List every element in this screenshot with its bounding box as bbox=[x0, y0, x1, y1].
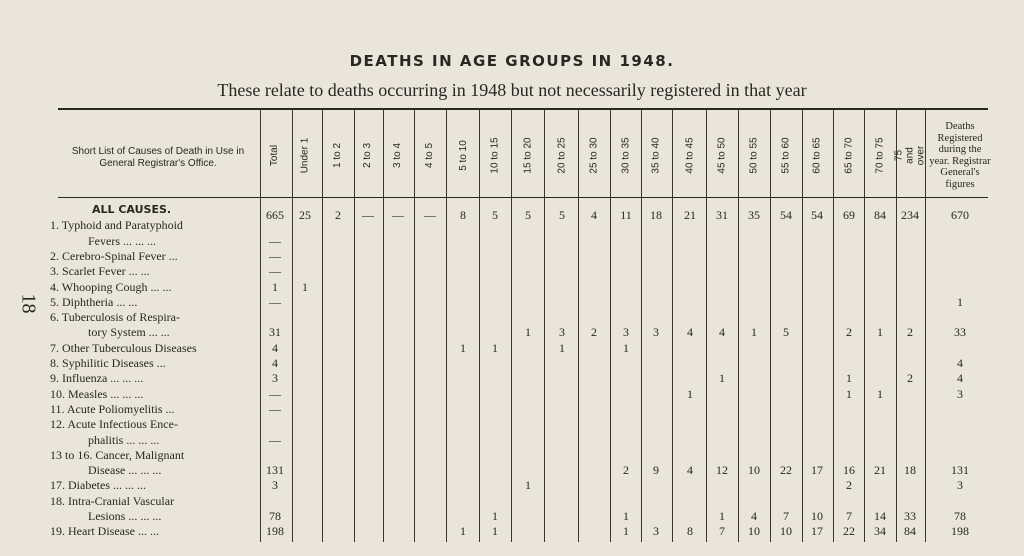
table-cell: 1 bbox=[272, 279, 278, 294]
column-rule bbox=[511, 110, 512, 542]
table-cell: 4 bbox=[272, 340, 278, 355]
table-cell: 4 bbox=[687, 325, 693, 340]
table-cell: 1 bbox=[877, 325, 883, 340]
age-column-header-label: 75 and over bbox=[893, 145, 927, 165]
table-cell: 131 bbox=[266, 463, 284, 478]
table-cell: 1 bbox=[877, 386, 883, 401]
table-cell: 10 bbox=[811, 509, 823, 523]
table-cell: 4 bbox=[957, 371, 963, 386]
age-column-header bbox=[480, 116, 510, 194]
table-cell: — bbox=[269, 294, 281, 309]
table-cell: 84 bbox=[874, 208, 886, 222]
age-column-header-label: 3 to 4 bbox=[392, 142, 404, 168]
age-column-header-label: Total bbox=[269, 144, 281, 166]
cause-label: 8. Syphilitic Diseases ... bbox=[50, 356, 166, 370]
cause-label: 2. Cerebro-Spinal Fever ... bbox=[50, 248, 178, 263]
table-cell: 4 bbox=[719, 325, 725, 340]
age-column-header bbox=[547, 116, 577, 194]
table-cell: — bbox=[269, 386, 281, 401]
table-cell: 1 bbox=[846, 386, 852, 401]
table-cell: 8 bbox=[687, 524, 693, 539]
table-cell: 2 bbox=[591, 325, 597, 340]
cause-label: 18. Intra-Cranial Vascular bbox=[50, 493, 175, 508]
table-cell: 5 bbox=[783, 325, 789, 340]
table-cell: 198 bbox=[266, 524, 284, 539]
age-column-header bbox=[771, 116, 801, 194]
table-cell: 1 bbox=[525, 325, 531, 340]
table-cell: 78 bbox=[954, 509, 966, 523]
table-cell: — bbox=[269, 264, 281, 279]
table-cell: 16 bbox=[843, 463, 855, 478]
age-column-header-label: 35 to 40 bbox=[650, 136, 662, 174]
column-rule bbox=[446, 110, 447, 542]
age-column-header-label: Under 1 bbox=[299, 137, 311, 173]
cause-label: 11. Acute Poliomyelitis ... bbox=[50, 401, 175, 416]
table-cell: 3 bbox=[272, 371, 278, 386]
table-cell: 4 bbox=[591, 208, 597, 222]
table-cell: 69 bbox=[843, 208, 855, 222]
table-cell: 3 bbox=[559, 325, 565, 340]
table-cell: 1 bbox=[525, 478, 531, 493]
table-cell: 31 bbox=[269, 325, 281, 340]
table-cell: 4 bbox=[687, 463, 693, 478]
table-cell: 17 bbox=[811, 524, 823, 539]
age-column-header bbox=[739, 116, 769, 194]
age-column-header bbox=[415, 116, 445, 194]
table-cell: 1 bbox=[492, 340, 498, 355]
age-column-header-label: 45 to 50 bbox=[716, 136, 728, 174]
table-cell: 54 bbox=[811, 208, 823, 222]
age-column-header-label: 10 to 15 bbox=[489, 136, 501, 174]
page-title: DEATHS IN AGE GROUPS IN 1948. bbox=[349, 52, 675, 70]
age-column-header-label: 5 to 10 bbox=[457, 139, 469, 171]
table-cell: 5 bbox=[525, 208, 531, 222]
table-cell: 234 bbox=[901, 208, 919, 222]
age-column-header-label: 65 to 70 bbox=[843, 136, 855, 174]
table-cell: — bbox=[269, 233, 281, 248]
table-cell: 1 bbox=[492, 524, 498, 539]
table-cell: — bbox=[362, 208, 374, 222]
table-cell: 3 bbox=[272, 478, 278, 493]
page-subtitle: These relate to deaths occurring in 1948 but not necessarily registered in that year bbox=[217, 80, 807, 100]
age-column-header bbox=[611, 116, 641, 194]
age-column-header-label: 55 to 60 bbox=[780, 136, 792, 174]
table-cell: 5 bbox=[559, 208, 565, 222]
table-cell: 33 bbox=[954, 325, 966, 340]
table-cell: 7 bbox=[719, 524, 725, 539]
cause-label: Fevers ... ... ... bbox=[88, 233, 156, 248]
table-cell: 5 bbox=[492, 208, 498, 222]
table-cell: 7 bbox=[846, 509, 852, 523]
table-cell: 22 bbox=[843, 524, 855, 539]
table-cell: 1 bbox=[460, 524, 466, 539]
table-cell: 4 bbox=[957, 356, 963, 370]
cause-label: 7. Other Tuberculous Diseases bbox=[50, 340, 197, 355]
table-cell: 3 bbox=[623, 325, 629, 340]
table-cell: 2 bbox=[335, 208, 341, 222]
age-column-header-label: 25 to 30 bbox=[588, 136, 600, 174]
table-cell: — bbox=[269, 248, 281, 263]
table-cell: 1 bbox=[623, 524, 629, 539]
table-cell: 1 bbox=[559, 340, 565, 355]
table-cell: 14 bbox=[874, 509, 886, 523]
table-cell: — bbox=[269, 432, 281, 447]
table-cell: 10 bbox=[748, 524, 760, 539]
age-column-header bbox=[448, 116, 478, 194]
cause-label: ALL CAUSES. bbox=[92, 203, 172, 216]
header-rule bbox=[58, 197, 988, 198]
table-cell: 1 bbox=[687, 386, 693, 401]
age-column-header bbox=[260, 116, 290, 194]
age-column-header bbox=[383, 116, 413, 194]
table-cell: 1 bbox=[623, 340, 629, 355]
column-rule bbox=[925, 110, 926, 542]
top-rule bbox=[58, 108, 988, 110]
table-cell: 1 bbox=[846, 371, 852, 386]
cause-column-header: Short List of Causes of Death in Use in General Registrar's Office. bbox=[71, 146, 245, 169]
age-column-header bbox=[834, 116, 864, 194]
table-cell: 3 bbox=[957, 478, 963, 493]
table-cell: 7 bbox=[783, 509, 789, 523]
table-cell: — bbox=[269, 401, 281, 416]
cause-label: phalitis ... ... ... bbox=[88, 432, 160, 447]
cause-label: 10. Measles ... ... ... bbox=[50, 386, 144, 401]
page-number: 18 bbox=[17, 293, 40, 314]
table-cell: 670 bbox=[951, 208, 969, 222]
table-cell: 54 bbox=[780, 208, 792, 222]
age-column-header bbox=[513, 116, 543, 194]
age-column-header bbox=[323, 116, 353, 194]
table-cell: 25 bbox=[299, 208, 311, 222]
age-column-header bbox=[290, 116, 320, 194]
table-cell: 84 bbox=[904, 524, 916, 539]
table-cell: 2 bbox=[846, 478, 852, 493]
cause-label: 12. Acute Infectious Ence- bbox=[50, 417, 178, 432]
cause-label: Lesions ... ... ... bbox=[88, 509, 162, 523]
table-cell: 21 bbox=[874, 463, 886, 478]
table-cell: 10 bbox=[780, 524, 792, 539]
age-column-header-label: 4 to 5 bbox=[424, 142, 436, 168]
age-column-header bbox=[353, 116, 383, 194]
table-cell: 2 bbox=[907, 325, 913, 340]
table-cell: 17 bbox=[811, 463, 823, 478]
table-cell: — bbox=[392, 208, 404, 222]
table-cell: 10 bbox=[748, 463, 760, 478]
table-cell: 1 bbox=[751, 325, 757, 340]
cause-label: 5. Diphtheria ... ... bbox=[50, 294, 138, 309]
registered-column-header: Deaths Registered during the year. Registrar General's figures bbox=[929, 121, 991, 190]
age-column-header-label: 1 to 2 bbox=[332, 142, 344, 168]
table-cell: 198 bbox=[951, 524, 969, 539]
table-cell: 35 bbox=[748, 208, 760, 222]
cause-label: 17. Diabetes ... ... ... bbox=[50, 478, 146, 493]
cause-label: 6. Tuberculosis of Respira- bbox=[50, 310, 180, 325]
table-cell: 8 bbox=[460, 208, 466, 222]
table-cell: 31 bbox=[716, 208, 728, 222]
age-column-header bbox=[895, 116, 925, 194]
cause-label: 4. Whooping Cough ... ... bbox=[50, 279, 172, 294]
table-cell: 18 bbox=[650, 208, 662, 222]
age-column-header bbox=[641, 116, 671, 194]
age-column-header-label: 20 to 25 bbox=[556, 136, 568, 174]
table-cell: 2 bbox=[907, 371, 913, 386]
table-cell: — bbox=[424, 208, 436, 222]
age-column-header bbox=[579, 116, 609, 194]
table-cell: 1 bbox=[302, 279, 308, 294]
table-cell: 2 bbox=[623, 463, 629, 478]
cause-label: 1. Typhoid and Paratyphoid bbox=[50, 218, 183, 233]
table-cell: 33 bbox=[904, 509, 916, 523]
age-column-header-label: 2 to 3 bbox=[362, 142, 374, 168]
age-column-header bbox=[865, 116, 895, 194]
table-cell: 2 bbox=[846, 325, 852, 340]
age-column-header-label: 70 to 75 bbox=[874, 136, 886, 174]
age-column-header-label: 60 to 65 bbox=[811, 136, 823, 174]
age-column-header bbox=[707, 116, 737, 194]
table-cell: 1 bbox=[719, 509, 725, 523]
column-rule bbox=[544, 110, 545, 542]
table-cell: 34 bbox=[874, 524, 886, 539]
age-column-header-label: 15 to 20 bbox=[522, 136, 534, 174]
cause-label: 9. Influenza ... ... ... bbox=[50, 371, 144, 386]
table-cell: 78 bbox=[269, 509, 281, 523]
table-cell: 131 bbox=[951, 463, 969, 478]
table-cell: 9 bbox=[653, 463, 659, 478]
age-column-header bbox=[802, 116, 832, 194]
table-cell: 665 bbox=[266, 208, 284, 222]
table-cell: 1 bbox=[460, 340, 466, 355]
table-cell: 3 bbox=[653, 325, 659, 340]
table-cell: 3 bbox=[653, 524, 659, 539]
column-rule bbox=[672, 110, 673, 542]
table-cell: 18 bbox=[904, 463, 916, 478]
table-cell: 3 bbox=[957, 386, 963, 401]
table-cell: 1 bbox=[719, 371, 725, 386]
table-cell: 22 bbox=[780, 463, 792, 478]
cause-label: 19. Heart Disease ... ... bbox=[50, 524, 159, 539]
table-cell: 4 bbox=[272, 356, 278, 370]
age-column-header-label: 40 to 45 bbox=[684, 136, 696, 174]
age-column-header-label: 30 to 35 bbox=[620, 136, 632, 174]
age-column-header-label: 50 to 55 bbox=[748, 136, 760, 174]
table-cell: 11 bbox=[620, 208, 632, 222]
table-cell: 21 bbox=[684, 208, 696, 222]
age-column-header bbox=[675, 116, 705, 194]
cause-label: tory System ... ... bbox=[88, 325, 170, 340]
table-cell: 1 bbox=[957, 294, 963, 309]
table-cell: 1 bbox=[492, 509, 498, 523]
cause-label: Disease ... ... ... bbox=[88, 463, 162, 478]
table-cell: 4 bbox=[751, 509, 757, 523]
table-cell: 1 bbox=[623, 509, 629, 523]
table-cell: 12 bbox=[716, 463, 728, 478]
cause-label: 3. Scarlet Fever ... ... bbox=[50, 264, 150, 279]
cause-label: 13 to 16. Cancer, Malignant bbox=[50, 447, 185, 462]
